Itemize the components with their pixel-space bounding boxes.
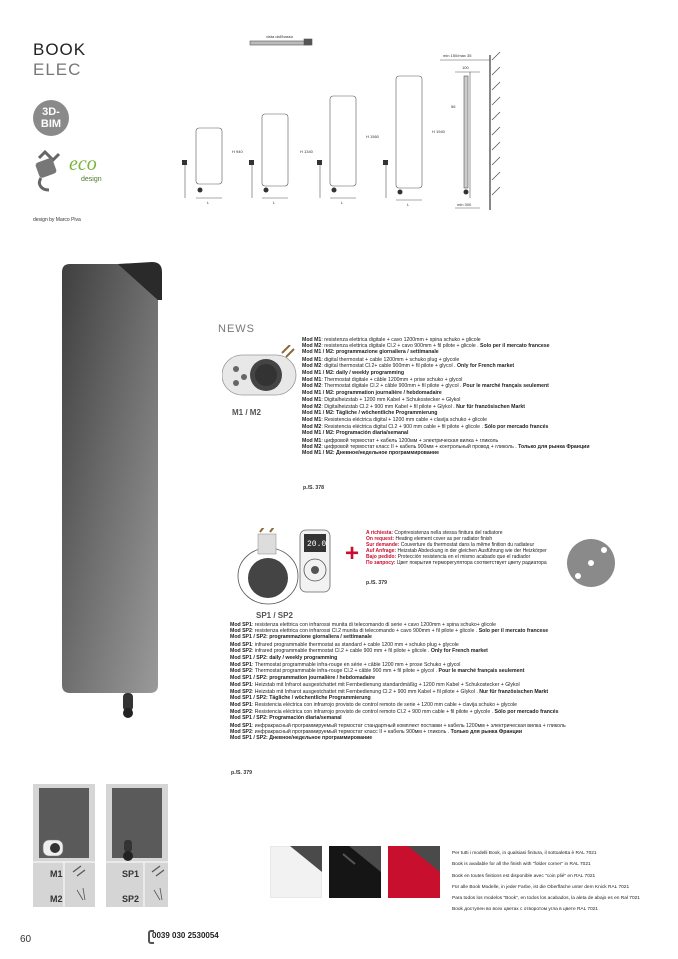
m-spec-line <box>302 390 590 396</box>
sp-spec-model: Mod SP2 <box>230 708 252 715</box>
finish-note-line: Für alle Book Modelle, in jeder Farbe, ist die Oberfläche unter dem Knick RAL 7021 <box>452 884 630 890</box>
sp-spec-text <box>230 622 566 743</box>
finish-red <box>388 846 440 898</box>
m-spec-market-note: Pour le marché français seulement <box>462 383 549 390</box>
sp-caption: SP1 / SP2 <box>256 611 293 620</box>
width-label-4: L <box>407 202 410 207</box>
sp-spec-model: Mod SP1 / SP2 <box>230 714 267 721</box>
sp-spec-desc: : programmazione giornaliera / settimanale <box>266 634 372 641</box>
sp-spec-desc: : Thermostat programmable infra-rouge en série + câble 1200 mm + prose Schuko + glycol <box>251 662 461 669</box>
sp-spec-line <box>230 655 566 661</box>
sp-spec-model: Mod SP1 <box>230 622 252 628</box>
annotation-key: Auf Anfrage: <box>366 548 397 555</box>
thumb-label-m1: M1 <box>50 869 63 879</box>
m-spec-model: Mod M1 <box>302 357 322 364</box>
sp-spec-market-note: Sólo por mercado francés <box>494 708 559 715</box>
top-view-label: vista dall'basso <box>266 34 293 39</box>
annotation-value: Цвет покрытия терморегулятора соответствует цвету радиатора <box>395 560 547 567</box>
m-spec-market-note: Only for French market <box>456 363 515 370</box>
m-spec-desc: : Programación diaria/semanal <box>332 429 409 436</box>
m-spec-model: Mod M1 <box>302 437 322 444</box>
phone-number: 0039 030 2530054 <box>152 931 219 940</box>
on-request-notes <box>366 530 547 567</box>
m-spec-desc: : цифровой термостат + кабель 1200мм + электрическая вилка + гликоль <box>321 437 499 444</box>
m-spec-line <box>302 450 590 456</box>
thumb-sp <box>106 784 168 907</box>
sp-spec-model: Mod SP1 <box>230 702 252 709</box>
sp-spec-line <box>230 695 566 701</box>
m-spec-model: Mod M2 <box>302 403 322 410</box>
sp-spec-line <box>230 675 566 681</box>
sp-spec-model: Mod SP1 <box>230 682 252 689</box>
width-label-3: L <box>341 200 344 205</box>
min-top-label: min 150/max 35 <box>443 53 472 58</box>
sp-spec-model: Mod SP2 <box>230 728 252 735</box>
m-spec-model: Mod M2 <box>302 343 322 350</box>
annotation-line <box>366 560 547 566</box>
m-spec-model: Mod M2 <box>302 423 322 430</box>
plug-icon <box>35 152 59 190</box>
m-spec-desc: : digital thermostat Cl.2+ cable 900mm + fil pilote + glycol . <box>321 363 457 370</box>
sp-spec-desc: : Дневное/недельное программирование <box>266 734 373 741</box>
finish-note-line: Book доступен во всех цветах с отворотом угла в цвете RAL 7021 <box>452 907 599 913</box>
depth-56-label: 56 <box>451 104 456 109</box>
m-spec-desc: : Digitalheizstab Cl.2 + 900 mm Kabel + fil pilote + Glykol . <box>321 403 457 410</box>
product-subtitle: ELEC <box>33 60 82 79</box>
m-spec-model: Mod M1 / M2 <box>302 369 333 376</box>
finish-note-line: Per tutti i modelli Book, in qualsiasi finitura, il sottoaletta è RAL 7021 <box>452 851 597 856</box>
finish-white <box>270 846 322 898</box>
sp-spec-desc: : Heizstab mit Infrarot ausgestchattet mit Fernbedienung Cl.2 + 900 mm Kabel + fil pilote + Glykol . <box>251 688 480 695</box>
news-label: NEWS <box>218 323 255 335</box>
m-spec-desc: : programmazione giornaliera / settimanale <box>332 349 439 356</box>
sp-spec-desc: : Thermostat programmable infra-rouge Cl.2 + câble 900 mm + fil pilote + glycol . <box>251 668 439 675</box>
sp-spec-model: Mod SP1 / SP2 <box>230 654 267 661</box>
m-spec-market-note: Sólo por mercado francés <box>484 423 549 430</box>
annotation-value: Heating element cover as per radiator finish <box>394 536 493 543</box>
sp-spec-model: Mod SP1 / SP2 <box>230 734 267 741</box>
sp-spec-desc: : infrared programmable thermostat Cl.2 + cable 900 mm + fil pilote + glicole . <box>251 648 431 655</box>
sp-spec-desc: : Resistencia eléctrica con infrarrojo provisto de control remoto de serie + 1200 mm cable + clavija schuko + glycole <box>251 702 518 709</box>
width-100-label: 100 <box>462 65 469 70</box>
sp-spec-market-note: Nur für französischen Markt <box>479 688 549 695</box>
sp-thermostat-image <box>236 528 342 608</box>
sp-spec-desc: : Heizstab mit Infrarot ausgestchattet mit Fernbedienung standardmäßig + 1200 mm Kabel + Schukostecker + Glykol <box>251 682 520 689</box>
m-spec-model: Mod M1 <box>302 377 322 384</box>
annotation-page-ref: p./S. 379 <box>366 580 388 586</box>
technical-drawings <box>170 30 510 230</box>
sp-spec-market-note: Only for French market <box>430 648 488 655</box>
sp-spec-model: Mod SP2 <box>230 648 252 655</box>
annotation-key: Sur demande: <box>366 542 400 549</box>
m-spec-model: Mod M2 <box>302 443 322 450</box>
page-number: 60 <box>20 934 32 945</box>
sp-spec-line <box>230 715 566 721</box>
sp-spec-desc: : инфракрасный программируемый термостат стандартный комплект поставки + кабель 1200мм + электрическая вилка + гликоль <box>251 722 566 729</box>
annotation-value: Couverture du thermostat dans la même finition du radiateur <box>399 542 535 549</box>
m-spec-desc: : Thermostat digitale Cl.2 + câble 900mm + fil pilote + glycol . <box>321 383 463 390</box>
m-spec-model: Mod M2 <box>302 383 322 390</box>
m-spec-market-note: Только для рынка Франции <box>518 443 590 450</box>
width-label-1: L <box>207 200 210 205</box>
m-spec-model: Mod M1 / M2 <box>302 389 333 396</box>
m-spec-desc: : daily / weekly programming <box>332 369 405 376</box>
thumb-label-sp2: SP2 <box>122 894 140 904</box>
m-spec-desc: : digital thermostat + cable 1200mm + schuko plug + glycole <box>321 357 460 364</box>
annotation-key: A richiesta: <box>366 530 394 536</box>
sp-spec-model: Mod SP1 <box>230 722 252 729</box>
sp-spec-market-note: Solo per il mercato francese <box>478 628 549 635</box>
height-label-3: H 1560 <box>366 134 379 139</box>
m-spec-model: Mod M1 / M2 <box>302 429 333 436</box>
m-spec-model: Mod M1 <box>302 337 322 343</box>
m-spec-desc: : Digitalheizstab + 1200 mm Kabel + Schukostecker + Glykol <box>321 397 461 404</box>
sp-spec-model: Mod SP2 <box>230 668 252 675</box>
sp-spec-model: Mod SP1 / SP2 <box>230 694 267 701</box>
sp-spec-model: Mod SP1 <box>230 662 252 669</box>
sp-spec-desc: : daily / weekly programming <box>266 654 338 661</box>
m-spec-line <box>302 410 590 416</box>
finish-notes <box>452 848 640 916</box>
eco-design-logo <box>33 148 115 197</box>
m-thermostat-image <box>222 345 298 405</box>
height-label-1: H 940 <box>232 149 243 154</box>
bim-badge-text: 3D- BIM <box>40 106 62 130</box>
display-readout: 20.0 <box>307 540 327 549</box>
sp-spec-model: Mod SP1 / SP2 <box>230 674 267 681</box>
m-spec-model: Mod M1 / M2 <box>302 449 333 456</box>
m-caption: M1 / M2 <box>232 408 261 417</box>
m-spec-line <box>302 349 590 355</box>
m-spec-model: Mod M1 / M2 <box>302 349 333 356</box>
sp-spec-line <box>230 634 566 640</box>
sp-spec-desc: : Programación diaria/semanal <box>266 714 342 721</box>
eco-word: eco <box>69 153 97 175</box>
finish-note-line: Book en toutes finitions est disponible avec "coin plié" en RAL 7021 <box>452 873 596 879</box>
sp-spec-desc: : Tägliche / wöchentliche Programmierung <box>266 694 371 701</box>
finish-note-line: Book is available for all the finish with "folder corner" in RAL 7021 <box>452 862 591 868</box>
finish-note-line: Para todos los modelos "Book", en todos los acabados, la aleta de abajo es en Ral 7021 <box>452 896 640 902</box>
m-spec-desc: : Дневное/недельное программирование <box>332 449 439 456</box>
m-spec-text <box>302 337 590 458</box>
plus-icon: + <box>345 540 360 567</box>
m-spec-market-note: Solo per il mercato francese <box>480 343 550 350</box>
cover-disc-image <box>566 538 616 588</box>
annotation-key: Bajo pedido: <box>366 554 397 561</box>
m-spec-model: Mod M1 / M2 <box>302 409 333 416</box>
sp-spec-desc: : resistenza elettrica con infrarossi Cl.2 munita di telecomando + cavo 900mm + fil pilote + glicole . <box>251 628 479 635</box>
product-title: BOOK <box>33 40 87 59</box>
radiator-image <box>58 260 163 720</box>
sp-spec-desc: : инфракрасный программируемый термостат класс II + кабель 900мм + гликоль . <box>251 728 451 735</box>
m-spec-desc: : Tägliche / wöchentliche Programmierung <box>332 409 438 416</box>
bim-badge <box>33 100 69 136</box>
sp-spec-desc: : Resistencia eléctrica con infrarrojo provisto de control remoto Cl.2 + 900 mm cable + fil pilote + glycole . <box>251 708 495 715</box>
sp-spec-desc: : infrared programmable thermostat as standard + cable 1200 mm + schuko plug + glycole <box>251 642 459 649</box>
annotation-value: Heizstab Abdeckung in der gleichen Ausführung wie der Heizkörper <box>396 548 547 555</box>
annotation-value: Protección resistencia en el mismo acabado que el radiador <box>396 554 531 561</box>
annotation-key: On request: <box>366 536 395 543</box>
m-spec-model: Mod M1 <box>302 417 322 424</box>
thumb-m <box>33 784 95 907</box>
designer-credit: design by Marco Piva <box>33 217 81 223</box>
sp-spec-model: Mod SP1 / SP2 <box>230 634 267 641</box>
annotation-value: Copriresistenza nella stessa finitura del radiatore <box>393 530 503 536</box>
design-word: design <box>81 176 102 183</box>
m-spec-market-note: Nur für französischen Markt <box>456 403 526 410</box>
sp-spec-market-note: Pour le marché français seulement <box>438 668 525 675</box>
thumb-label-m2: M2 <box>50 894 63 904</box>
m-spec-desc: : Resistencia eléctrica digital Cl.2 + 900 mm cable + fil pilote + glicole . <box>321 423 485 430</box>
height-label-2: H 1340 <box>300 149 313 154</box>
sp-spec-line <box>230 735 566 741</box>
min-bottom-label: min 300 <box>457 202 472 207</box>
finish-black <box>329 846 381 898</box>
m-page-ref: p./S. 378 <box>303 485 325 491</box>
m-spec-desc: : resistenza elettrica digitale Cl.2 + cavo 900mm + fil pilote + glicole . <box>321 343 481 350</box>
sp-spec-desc: : resistenza elettrica con infrarossi munita di telecomando di serie + cavo 1200mm + spina schuko+ glicole <box>251 622 496 628</box>
sp-spec-model: Mod SP2 <box>230 628 252 635</box>
width-label-2: L <box>273 200 276 205</box>
m-spec-desc: : resistenza elettrica digitale + cavo 1200mm + spina schuko + glicole <box>321 337 481 343</box>
m-spec-line <box>302 430 590 436</box>
annotation-key: По запросу: <box>366 560 396 567</box>
sp-spec-desc: : programmation journalière / hebdomadaire <box>266 674 376 681</box>
thumb-label-sp1: SP1 <box>122 869 140 879</box>
m-spec-desc: : programmation journalière / hebdomadaire <box>332 389 442 396</box>
m-spec-model: Mod M1 <box>302 397 322 404</box>
height-label-4: H 1940 <box>432 129 445 134</box>
m-spec-model: Mod M2 <box>302 363 322 370</box>
m-spec-desc: : цифровой термостат класс II + кабель 900мм + контрольный провод + гликоль . <box>321 443 519 450</box>
sp-spec-market-note: Только для рынка Франции <box>450 728 523 735</box>
sp-spec-model: Mod SP1 <box>230 642 252 649</box>
m-spec-line <box>302 370 590 376</box>
m-spec-desc: : Thermostat digitale + câble 1200mm + prise schuko + glycol <box>321 377 463 384</box>
sp-page-ref: p./S. 379 <box>231 770 253 776</box>
m-spec-desc: : Resistencia eléctrica digital + 1200 mm cable + clavija schuko + glicole <box>321 417 487 424</box>
sp-spec-model: Mod SP2 <box>230 688 252 695</box>
